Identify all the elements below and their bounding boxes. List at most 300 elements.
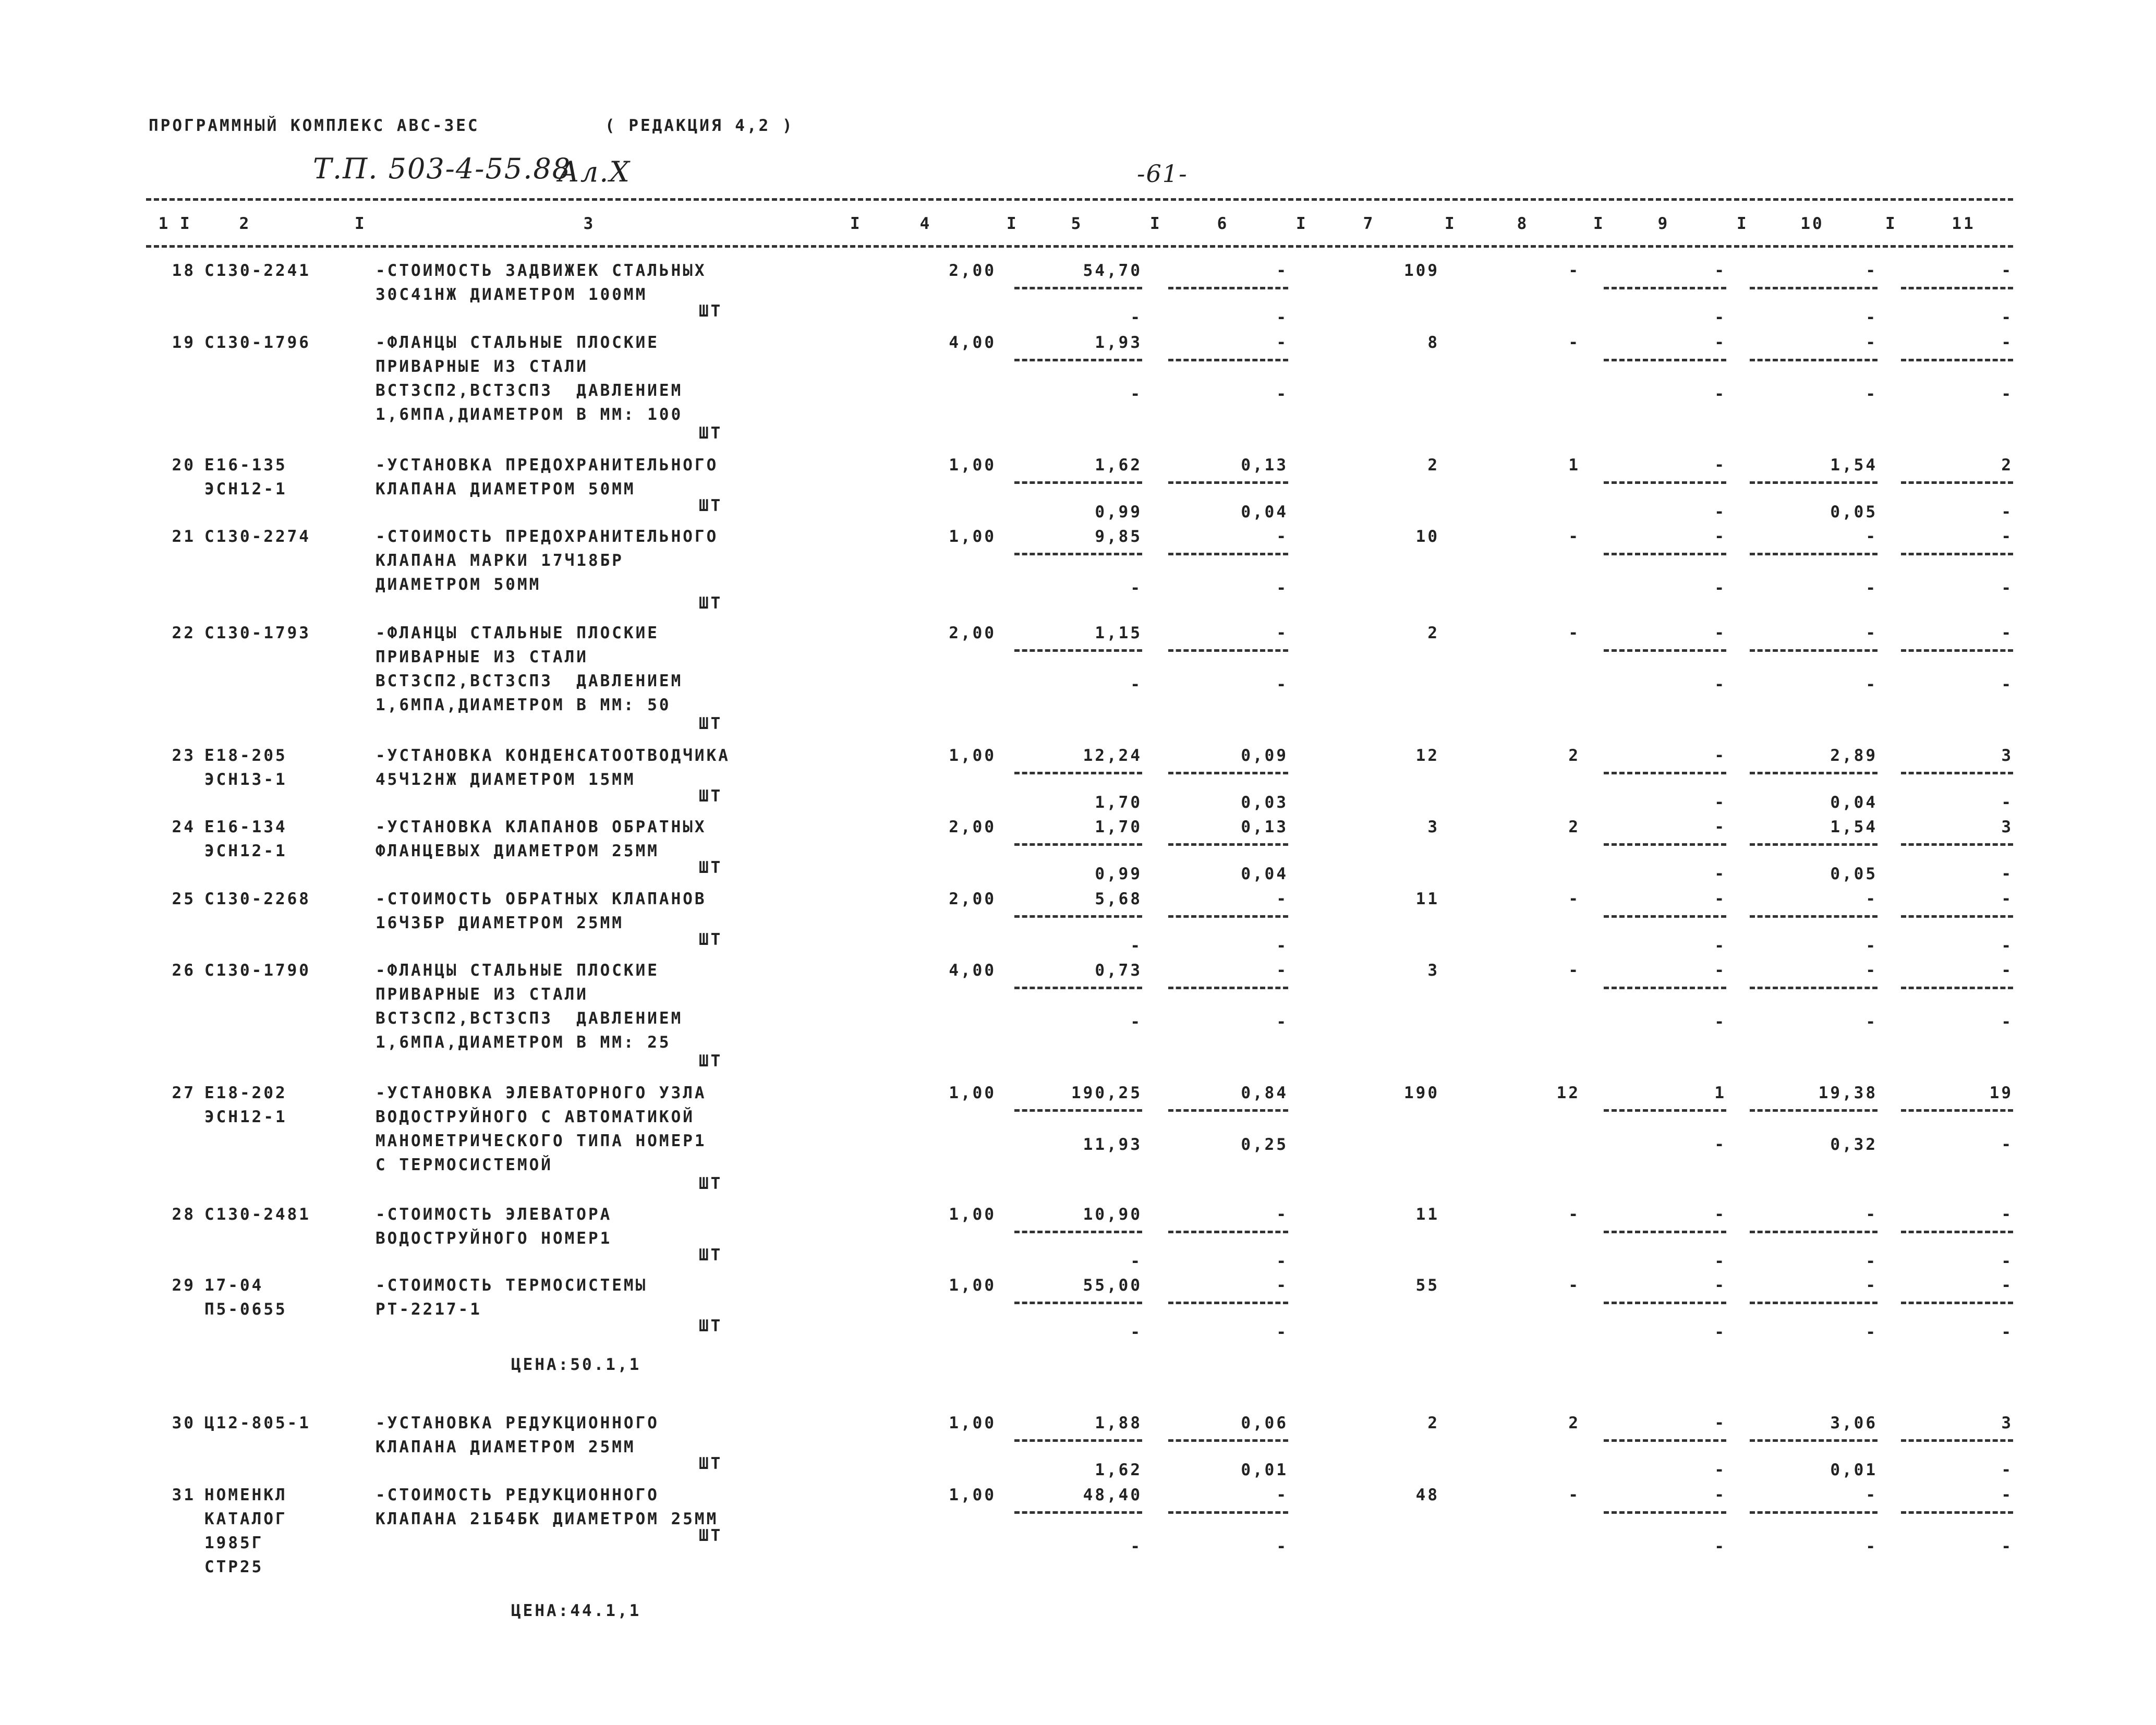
- norm-code: 17-04: [204, 1276, 264, 1295]
- value-c6-secondary: -: [1276, 937, 1288, 955]
- norm-code: 1985Г: [204, 1534, 264, 1552]
- quantity: 4,00: [949, 961, 996, 980]
- cost-rule: [1604, 481, 1726, 484]
- work-description: -ФЛАНЦЫ СТАЛЬНЫЕ ПЛОСКИЕ: [376, 624, 659, 642]
- column-separator: I: [1885, 214, 1897, 233]
- value-c11: -: [2001, 527, 2013, 546]
- value-c10-secondary: -: [1866, 385, 1878, 404]
- value-c11-secondary: -: [2001, 937, 2013, 955]
- document-code: Т.П. 503-4-55.88: [313, 152, 572, 185]
- value-c6-secondary: -: [1276, 308, 1288, 327]
- value-c7: 3: [1427, 961, 1439, 980]
- cost-rule: [1750, 1439, 1878, 1442]
- value-c5: 1,15: [1095, 624, 1142, 642]
- unit-label: ШТ: [699, 1526, 723, 1545]
- cost-rule: [1901, 1439, 2013, 1442]
- value-c6: 0,06: [1241, 1414, 1288, 1432]
- cost-rule: [1014, 772, 1142, 774]
- value-c11-secondary: -: [2001, 1537, 2013, 1556]
- work-description: 30С41НЖ ДИАМЕТРОМ 100ММ: [376, 285, 648, 304]
- cost-rule: [1014, 843, 1142, 846]
- work-description: КЛАПАНА МАРКИ 17Ч18БР: [376, 551, 624, 570]
- value-c7: 55: [1415, 1276, 1439, 1295]
- value-c9: -: [1714, 527, 1726, 546]
- cost-rule: [1604, 843, 1726, 846]
- quantity: 1,00: [949, 456, 996, 475]
- work-description: -УСТАНОВКА КЛАПАНОВ ОБРАТНЫХ: [376, 818, 707, 836]
- cost-rule: [1168, 481, 1288, 484]
- row-number: 18: [172, 261, 196, 280]
- work-description: -СТОИМОСТЬ ПРЕДОХРАНИТЕЛЬНОГО: [376, 527, 719, 546]
- work-description: -СТОИМОСТЬ ЗАДВИЖЕК СТАЛЬНЫХ: [376, 261, 707, 280]
- cost-rule: [1604, 1231, 1726, 1233]
- row-number: 24: [172, 818, 196, 836]
- row-number: 23: [172, 746, 196, 765]
- value-c7: 2: [1427, 456, 1439, 475]
- value-c10: 1,54: [1830, 456, 1878, 475]
- cost-rule: [1168, 553, 1288, 555]
- cost-rule: [1168, 1439, 1288, 1442]
- value-c9-secondary: -: [1714, 503, 1726, 521]
- cost-rule: [1014, 553, 1142, 555]
- cost-rule: [1750, 1109, 1878, 1112]
- cost-rule: [1901, 1231, 2013, 1233]
- value-c11: 2: [2001, 456, 2013, 475]
- value-c8: -: [1568, 890, 1580, 908]
- column-separator: I: [1007, 214, 1019, 233]
- cost-rule: [1014, 1439, 1142, 1442]
- cost-rule: [1604, 772, 1726, 774]
- value-c10: -: [1866, 1486, 1878, 1504]
- cost-rule: [1750, 1231, 1878, 1233]
- norm-code: ЭСН12-1: [204, 480, 287, 499]
- column-separator: I: [1296, 214, 1308, 233]
- work-description: ВСТ3СП2,ВСТ3СП3 ДАВЛЕНИЕМ: [376, 1009, 683, 1028]
- row-number: 22: [172, 624, 196, 642]
- header-rule-bottom: [146, 245, 2013, 248]
- value-c11: -: [2001, 261, 2013, 280]
- cost-rule: [1604, 987, 1726, 989]
- work-description: 16Ч3БР ДИАМЕТРОМ 25ММ: [376, 914, 624, 932]
- value-c10-secondary: -: [1866, 1537, 1878, 1556]
- value-c10-secondary: -: [1866, 308, 1878, 327]
- value-c11-secondary: -: [2001, 865, 2013, 883]
- norm-code: С130-2481: [204, 1205, 311, 1224]
- value-c10-secondary: -: [1866, 1252, 1878, 1271]
- value-c5-secondary: -: [1130, 579, 1142, 598]
- norm-code: С130-1796: [204, 333, 311, 352]
- value-c9-secondary: -: [1714, 865, 1726, 883]
- value-c11: -: [2001, 1276, 2013, 1295]
- column-number: 5: [1071, 214, 1083, 233]
- cost-rule: [1901, 481, 2013, 484]
- value-c8: -: [1568, 1486, 1580, 1504]
- cost-rule: [1168, 649, 1288, 652]
- row-number: 20: [172, 456, 196, 475]
- value-c6-secondary: 0,01: [1241, 1461, 1288, 1479]
- column-separator: I: [1737, 214, 1749, 233]
- cost-rule: [1901, 553, 2013, 555]
- value-c10-secondary: -: [1866, 1013, 1878, 1031]
- column-number: 10: [1800, 214, 1824, 233]
- value-c5: 190,25: [1071, 1084, 1142, 1102]
- norm-code: Е16-134: [204, 818, 287, 836]
- work-description: ФЛАНЦЕВЫХ ДИАМЕТРОМ 25ММ: [376, 842, 659, 860]
- value-c7: 8: [1427, 333, 1439, 352]
- header-rule-top: [146, 198, 2013, 201]
- cost-rule: [1604, 1302, 1726, 1304]
- value-c10: -: [1866, 890, 1878, 908]
- quantity: 1,00: [949, 1084, 996, 1102]
- value-c11: -: [2001, 624, 2013, 642]
- value-c9: -: [1714, 890, 1726, 908]
- value-c11-secondary: -: [2001, 1013, 2013, 1031]
- work-description: 45Ч12НЖ ДИАМЕТРОМ 15ММ: [376, 770, 636, 789]
- value-c9: -: [1714, 261, 1726, 280]
- value-c11-secondary: -: [2001, 1461, 2013, 1479]
- row-number: 26: [172, 961, 196, 980]
- value-c5-secondary: 1,62: [1095, 1461, 1142, 1479]
- unit-label: ШТ: [699, 1174, 723, 1193]
- value-c5-secondary: -: [1130, 1537, 1142, 1556]
- cost-rule: [1901, 359, 2013, 361]
- value-c6-secondary: -: [1276, 1013, 1288, 1031]
- value-c9: -: [1714, 1205, 1726, 1224]
- cost-rule: [1750, 772, 1878, 774]
- value-c9-secondary: -: [1714, 937, 1726, 955]
- column-separator: I: [1150, 214, 1162, 233]
- value-c11: 3: [2001, 1414, 2013, 1432]
- cost-rule: [1014, 287, 1142, 289]
- work-description: КЛАПАНА ДИАМЕТРОМ 50ММ: [376, 480, 636, 499]
- quantity: 1,00: [949, 746, 996, 765]
- column-separator: I: [355, 214, 367, 233]
- value-c11-secondary: -: [2001, 675, 2013, 694]
- column-number: 8: [1517, 214, 1529, 233]
- work-description: 1,6МПА,ДИАМЕТРОМ В ММ: 25: [376, 1033, 671, 1052]
- value-c10: -: [1866, 333, 1878, 352]
- value-c9: -: [1714, 1414, 1726, 1432]
- value-c6: -: [1276, 1276, 1288, 1295]
- value-c6: -: [1276, 1486, 1288, 1504]
- value-c9-secondary: -: [1714, 1461, 1726, 1479]
- value-c11: -: [2001, 961, 2013, 980]
- work-description: -СТОИМОСТЬ ОБРАТНЫХ КЛАПАНОВ: [376, 890, 707, 908]
- norm-code: ЭСН13-1: [204, 770, 287, 789]
- value-c9: -: [1714, 746, 1726, 765]
- value-c10-secondary: -: [1866, 1323, 1878, 1342]
- cost-rule: [1014, 359, 1142, 361]
- value-c9: -: [1714, 1276, 1726, 1295]
- value-c6: -: [1276, 527, 1288, 546]
- quantity: 1,00: [949, 1486, 996, 1504]
- cost-rule: [1750, 481, 1878, 484]
- column-number: 11: [1952, 214, 1976, 233]
- value-c8: 2: [1568, 1414, 1580, 1432]
- value-c8: -: [1568, 527, 1580, 546]
- value-c9-secondary: -: [1714, 1013, 1726, 1031]
- work-description: ВОДОСТРУЙНОГО НОМЕР1: [376, 1229, 612, 1248]
- value-c5-secondary: -: [1130, 1013, 1142, 1031]
- value-c7: 2: [1427, 624, 1439, 642]
- norm-code: С130-1790: [204, 961, 311, 980]
- cost-rule: [1901, 1302, 2013, 1304]
- value-c10-secondary: 0,05: [1830, 865, 1878, 883]
- quantity: 2,00: [949, 818, 996, 836]
- value-c10-secondary: 0,32: [1830, 1135, 1878, 1154]
- value-c9-secondary: -: [1714, 308, 1726, 327]
- value-c5: 9,85: [1095, 527, 1142, 546]
- value-c10: -: [1866, 261, 1878, 280]
- value-c8: 2: [1568, 746, 1580, 765]
- value-c6: -: [1276, 624, 1288, 642]
- value-c11: 3: [2001, 818, 2013, 836]
- cost-rule: [1168, 1302, 1288, 1304]
- cost-rule: [1014, 1302, 1142, 1304]
- cost-rule: [1168, 1109, 1288, 1112]
- value-c9-secondary: -: [1714, 1537, 1726, 1556]
- value-c6-secondary: -: [1276, 579, 1288, 598]
- work-description: -ФЛАНЦЫ СТАЛЬНЫЕ ПЛОСКИЕ: [376, 333, 659, 352]
- value-c11: 19: [1989, 1084, 2013, 1102]
- cost-rule: [1168, 843, 1288, 846]
- value-c7: 190: [1404, 1084, 1439, 1102]
- value-c8: -: [1568, 1205, 1580, 1224]
- value-c6: -: [1276, 890, 1288, 908]
- value-c5: 55,00: [1083, 1276, 1142, 1295]
- value-c6-secondary: 0,25: [1241, 1135, 1288, 1154]
- norm-code: ЭСН12-1: [204, 1108, 287, 1126]
- value-c7: 11: [1415, 1205, 1439, 1224]
- cost-rule: [1168, 772, 1288, 774]
- cost-rule: [1014, 1109, 1142, 1112]
- value-c10: 2,89: [1830, 746, 1878, 765]
- quantity: 1,00: [949, 1276, 996, 1295]
- cost-rule: [1750, 1302, 1878, 1304]
- work-description: 1,6МПА,ДИАМЕТРОМ В ММ: 100: [376, 405, 683, 424]
- quantity: 2,00: [949, 624, 996, 642]
- column-number: 7: [1363, 214, 1375, 233]
- value-c9-secondary: -: [1714, 1252, 1726, 1271]
- work-description: -УСТАНОВКА ЭЛЕВАТОРНОГО УЗЛА: [376, 1084, 707, 1102]
- value-c11: 3: [2001, 746, 2013, 765]
- unit-label: ШТ: [699, 424, 723, 443]
- cost-rule: [1604, 915, 1726, 918]
- work-description: -УСТАНОВКА РЕДУКЦИОННОГО: [376, 1414, 659, 1432]
- value-c11-secondary: -: [2001, 385, 2013, 404]
- work-description: -УСТАНОВКА ПРЕДОХРАНИТЕЛЬНОГО: [376, 456, 719, 475]
- cost-rule: [1750, 843, 1878, 846]
- cost-rule: [1750, 287, 1878, 289]
- cost-rule: [1168, 987, 1288, 989]
- work-description: ПРИВАРНЫЕ ИЗ СТАЛИ: [376, 648, 588, 666]
- value-c5: 0,73: [1095, 961, 1142, 980]
- work-description: КЛАПАНА ДИАМЕТРОМ 25ММ: [376, 1438, 636, 1456]
- column-separator: I: [180, 214, 192, 233]
- value-c11-secondary: -: [2001, 579, 2013, 598]
- value-c9: -: [1714, 456, 1726, 475]
- value-c5-secondary: 11,93: [1083, 1135, 1142, 1154]
- value-c6: 0,84: [1241, 1084, 1288, 1102]
- value-c6-secondary: -: [1276, 675, 1288, 694]
- cost-rule: [1901, 1511, 2013, 1514]
- value-c8: -: [1568, 333, 1580, 352]
- column-number: 4: [919, 214, 932, 233]
- work-description: РТ-2217-1: [376, 1300, 482, 1319]
- cost-rule: [1901, 772, 2013, 774]
- value-c7: 10: [1415, 527, 1439, 546]
- value-c5: 1,62: [1095, 456, 1142, 475]
- row-number: 21: [172, 527, 196, 546]
- unit-label: ШТ: [699, 1052, 723, 1071]
- value-c5: 12,24: [1083, 746, 1142, 765]
- cost-rule: [1604, 1439, 1726, 1442]
- value-c6: 0,13: [1241, 818, 1288, 836]
- value-c6-secondary: -: [1276, 1537, 1288, 1556]
- row-number: 29: [172, 1276, 196, 1295]
- work-description: ПРИВАРНЫЕ ИЗ СТАЛИ: [376, 357, 588, 376]
- cost-rule: [1901, 1109, 2013, 1112]
- cost-rule: [1168, 1511, 1288, 1514]
- column-number: 6: [1217, 214, 1229, 233]
- unit-label: ШТ: [699, 496, 723, 515]
- unit-label: ШТ: [699, 858, 723, 877]
- norm-code: ЭСН12-1: [204, 842, 287, 860]
- norm-code: Е16-135: [204, 456, 287, 475]
- cost-rule: [1750, 987, 1878, 989]
- value-c11-secondary: -: [2001, 793, 2013, 812]
- value-c9-secondary: -: [1714, 1323, 1726, 1342]
- value-c10: 3,06: [1830, 1414, 1878, 1432]
- value-c5-secondary: 0,99: [1095, 503, 1142, 521]
- value-c11: -: [2001, 333, 2013, 352]
- row-number: 28: [172, 1205, 196, 1224]
- value-c5: 54,70: [1083, 261, 1142, 280]
- program-title: ПРОГРАММНЫЙ КОМПЛЕКС АВС-3ЕС: [149, 116, 480, 135]
- norm-code: КАТАЛОГ: [204, 1510, 287, 1528]
- norm-code: Е18-205: [204, 746, 287, 765]
- value-c9-secondary: -: [1714, 1135, 1726, 1154]
- value-c9-secondary: -: [1714, 675, 1726, 694]
- page-number: -61-: [1137, 160, 1188, 188]
- value-c8: -: [1568, 1276, 1580, 1295]
- cost-rule: [1604, 287, 1726, 289]
- unit-label: ШТ: [699, 1246, 723, 1265]
- work-description: ПРИВАРНЫЕ ИЗ СТАЛИ: [376, 985, 588, 1004]
- value-c6-secondary: -: [1276, 1252, 1288, 1271]
- cost-rule: [1750, 915, 1878, 918]
- work-description: ДИАМЕТРОМ 50ММ: [376, 575, 541, 594]
- value-c5-secondary: 1,70: [1095, 793, 1142, 812]
- cost-rule: [1901, 649, 2013, 652]
- price-note: ЦЕНА:50.1,1: [511, 1355, 641, 1374]
- value-c6-secondary: 0,03: [1241, 793, 1288, 812]
- unit-label: ШТ: [699, 302, 723, 321]
- cost-rule: [1901, 843, 2013, 846]
- value-c10-secondary: -: [1866, 579, 1878, 598]
- value-c6-secondary: -: [1276, 1323, 1288, 1342]
- value-c9-secondary: -: [1714, 793, 1726, 812]
- value-c8: 2: [1568, 818, 1580, 836]
- cost-rule: [1604, 1511, 1726, 1514]
- value-c6: 0,09: [1241, 746, 1288, 765]
- cost-rule: [1014, 481, 1142, 484]
- norm-code: С130-2274: [204, 527, 311, 546]
- norm-code: Е18-202: [204, 1084, 287, 1102]
- value-c7: 11: [1415, 890, 1439, 908]
- cost-rule: [1901, 987, 2013, 989]
- value-c7: 12: [1415, 746, 1439, 765]
- album-number: Ал.X: [558, 155, 631, 188]
- row-number: 30: [172, 1414, 196, 1432]
- column-separator: I: [1445, 214, 1457, 233]
- value-c6-secondary: -: [1276, 385, 1288, 404]
- cost-rule: [1750, 359, 1878, 361]
- cost-rule: [1168, 287, 1288, 289]
- value-c10: -: [1866, 961, 1878, 980]
- work-description: ВСТ3СП2,ВСТ3СП3 ДАВЛЕНИЕМ: [376, 672, 683, 690]
- quantity: 2,00: [949, 261, 996, 280]
- value-c10: 1,54: [1830, 818, 1878, 836]
- norm-code: С130-1793: [204, 624, 311, 642]
- cost-rule: [1604, 359, 1726, 361]
- value-c11-secondary: -: [2001, 1252, 2013, 1271]
- cost-rule: [1014, 915, 1142, 918]
- value-c9: 1: [1714, 1084, 1726, 1102]
- norm-code: Ц12-805-1: [204, 1414, 311, 1432]
- norm-code: С130-2241: [204, 261, 311, 280]
- value-c5-secondary: -: [1130, 1252, 1142, 1271]
- norm-code: С130-2268: [204, 890, 311, 908]
- unit-label: ШТ: [699, 1317, 723, 1335]
- row-number: 19: [172, 333, 196, 352]
- value-c6: -: [1276, 961, 1288, 980]
- cost-rule: [1604, 649, 1726, 652]
- value-c11: -: [2001, 1205, 2013, 1224]
- value-c9-secondary: -: [1714, 385, 1726, 404]
- value-c6-secondary: 0,04: [1241, 865, 1288, 883]
- value-c8: 12: [1556, 1084, 1580, 1102]
- cost-rule: [1014, 1511, 1142, 1514]
- value-c6: -: [1276, 1205, 1288, 1224]
- cost-rule: [1604, 1109, 1726, 1112]
- value-c10: -: [1866, 624, 1878, 642]
- unit-label: ШТ: [699, 930, 723, 949]
- value-c7: 48: [1415, 1486, 1439, 1504]
- quantity: 4,00: [949, 333, 996, 352]
- value-c9: -: [1714, 624, 1726, 642]
- work-description: ВОДОСТРУЙНОГО С АВТОМАТИКОЙ: [376, 1108, 695, 1126]
- quantity: 1,00: [949, 1205, 996, 1224]
- value-c6-secondary: 0,04: [1241, 503, 1288, 521]
- column-number: 2: [239, 214, 251, 233]
- value-c10: -: [1866, 1276, 1878, 1295]
- quantity: 2,00: [949, 890, 996, 908]
- norm-code: П5-0655: [204, 1300, 287, 1319]
- value-c11: -: [2001, 890, 2013, 908]
- cost-rule: [1901, 287, 2013, 289]
- work-description: ВСТ3СП2,ВСТ3СП3 ДАВЛЕНИЕМ: [376, 381, 683, 400]
- value-c5: 5,68: [1095, 890, 1142, 908]
- value-c11-secondary: -: [2001, 308, 2013, 327]
- cost-rule: [1014, 1231, 1142, 1233]
- value-c5-secondary: -: [1130, 1323, 1142, 1342]
- value-c9: -: [1714, 333, 1726, 352]
- unit-label: ШТ: [699, 1454, 723, 1473]
- value-c8: -: [1568, 624, 1580, 642]
- value-c5: 1,88: [1095, 1414, 1142, 1432]
- work-description: МАНОМЕТРИЧЕСКОГО ТИПА НОМЕР1: [376, 1132, 707, 1150]
